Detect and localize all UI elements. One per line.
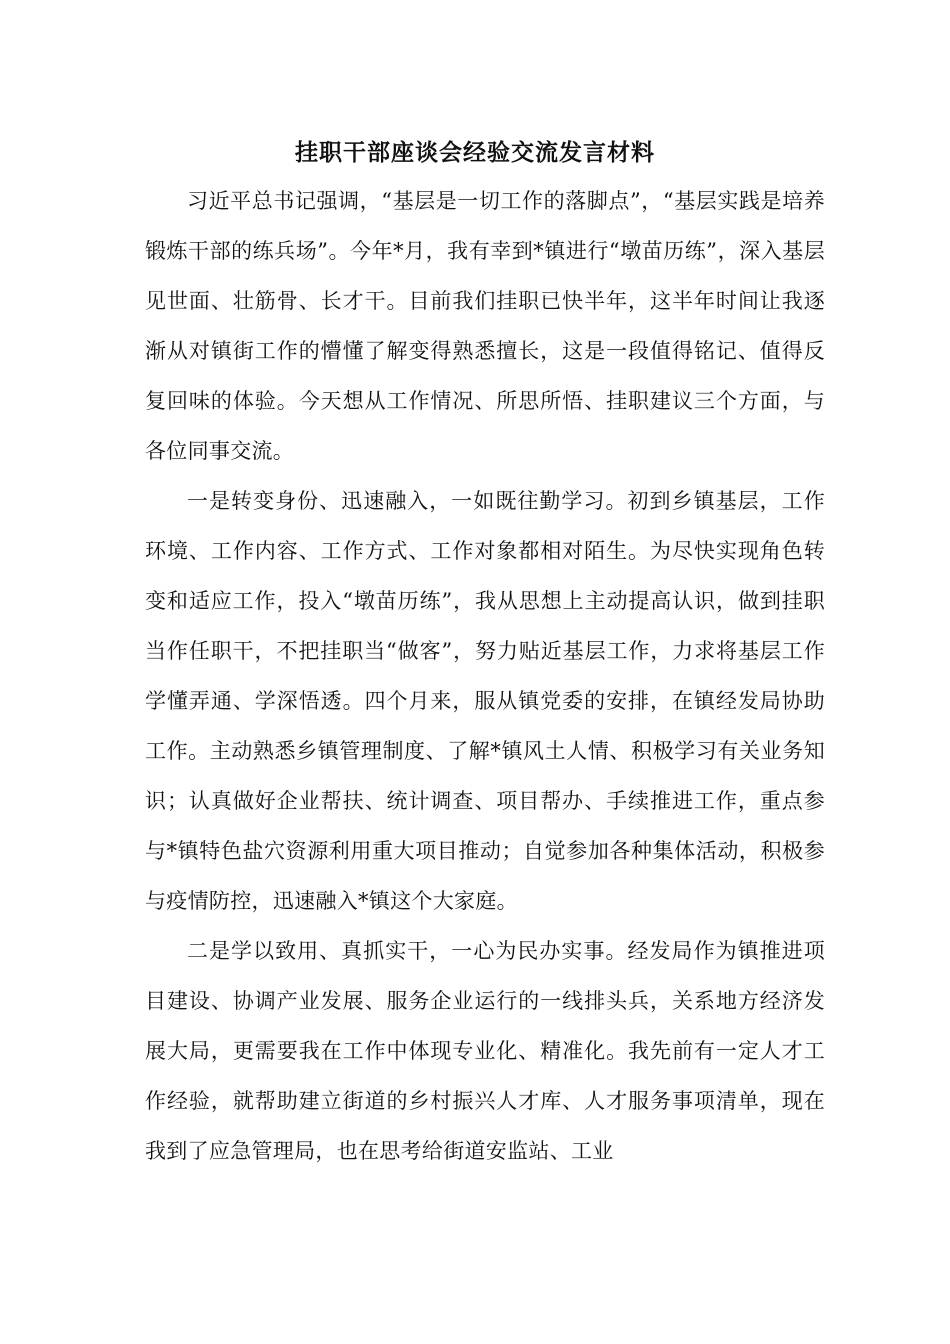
paragraph-intro: 习近平总书记强调，“基层是一切工作的落脚点”，“基层实践是培养锻炼干部的练兵场”。今年*月，我有幸到*镇进行“墩苗历练”，深入基层见世面、壮筋骨、长才干。目前我们挂职已快半年，这半年时间让我逐渐从对镇街工作的懵懂了解变得熟悉擅长，这是一段值得铭记、值得反复回味的体验。今天想从工作情况、所思所悟、挂职建议三个方面，与各位同事交流。 — [145, 189, 825, 463]
paragraph-point-two: 二是学以致用、真抓实干，一心为民办实事。经发局作为镇推进项目建设、协调产业发展、服务企业运行的一线排头兵，关系地方经济发展大局，更需要我在工作中体现专业化、精准化。我先前有一定人才工作经验，就帮助建立街道的乡村振兴人才库、人才服务事项清单，现在我到了应急管理局，也在思考给街道安监站、工业 — [145, 939, 825, 1163]
document-title: 挂职干部座谈会经验交流发言材料 — [295, 140, 655, 166]
document-body — [145, 176, 825, 1176]
paragraph-point-one: 一是转变身份、迅速融入，一如既往勤学习。初到乡镇基层，工作环境、工作内容、工作方式、工作对象都相对陌生。为尽快实现角色转变和适应工作，投入“墩苗历练”，我从思想上主动提高认识，做到挂职当作任职干，不把挂职当“做客”，努力贴近基层工作，力求将基层工作学懂弄通、学深悟透。四个月来，服从镇党委的安排，在镇经发局协助工作。主动熟悉乡镇管理制度、了解*镇风土人情、积极学习有关业务知识；认真做好企业帮扶、统计调查、项目帮办、手续推进工作，重点参与*镇特色盐穴资源利用重大项目推动；自觉参加各种集体活动，积极参与疫情防控，迅速融入*镇这个大家庭。 — [145, 489, 825, 913]
